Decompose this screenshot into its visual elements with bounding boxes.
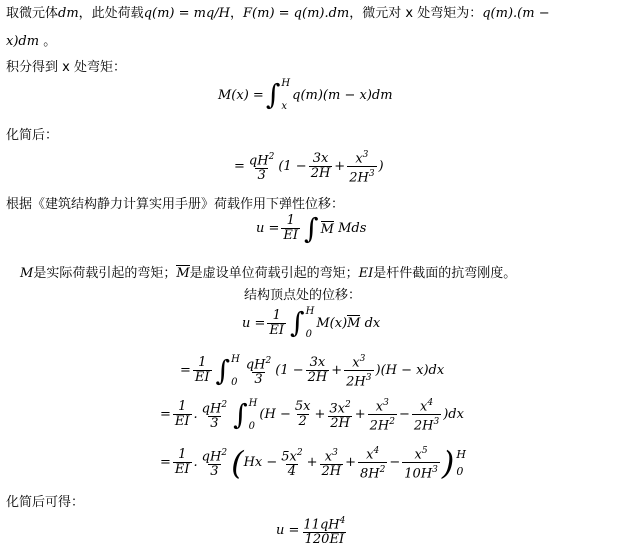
op: + xyxy=(345,455,357,471)
num: x xyxy=(419,399,428,415)
num: 1 xyxy=(178,399,187,415)
den: 2H xyxy=(346,374,366,390)
num: 11qH xyxy=(303,517,340,533)
exp: 3 xyxy=(432,465,438,476)
num: x xyxy=(355,151,363,167)
paren: ( xyxy=(231,443,244,482)
math: dm xyxy=(58,6,79,21)
exp: 3 xyxy=(365,373,372,384)
exp: 2 xyxy=(379,465,386,476)
eq-sign: = xyxy=(160,407,171,423)
exp: 3 xyxy=(362,150,369,160)
text-line-4 xyxy=(6,124,58,143)
integrand: Mds xyxy=(338,221,367,236)
lower-limit: 0 xyxy=(305,329,312,340)
den: EI xyxy=(174,462,190,478)
integral: ∫ H 0 xyxy=(233,397,258,432)
den: 3 xyxy=(210,416,219,432)
exp: 2 xyxy=(221,448,228,459)
math: q(m) = mq/H xyxy=(143,6,231,21)
math: M xyxy=(176,266,190,281)
text: 是杆件截面的抗弯刚度。 xyxy=(373,266,517,281)
math: EI xyxy=(358,266,374,281)
upper-limit: H xyxy=(231,353,240,365)
num: 3x xyxy=(309,355,326,371)
equation-moment xyxy=(218,78,393,112)
num: x xyxy=(352,355,360,371)
eq-sign: = xyxy=(180,363,191,379)
den: 3 xyxy=(254,372,263,388)
num: x xyxy=(375,399,384,415)
paren: (1 − xyxy=(275,363,304,379)
upper-limit: H xyxy=(456,447,466,461)
text: ， xyxy=(230,6,244,21)
num: qH xyxy=(201,401,222,417)
den: EI xyxy=(269,322,285,338)
den: 120EI xyxy=(304,532,345,548)
den: 2H xyxy=(307,370,328,386)
integrand: q(m)(m − x)dm xyxy=(292,87,393,103)
den: 10H xyxy=(404,466,433,482)
exp: 2 xyxy=(296,448,303,459)
equation-result xyxy=(276,514,349,547)
upper-limit: H xyxy=(281,78,291,89)
den: 4 xyxy=(287,464,297,480)
exp: 4 xyxy=(427,398,434,408)
text: 取微元体 xyxy=(6,6,59,21)
den: 2H xyxy=(310,166,331,182)
exp: 2 xyxy=(389,417,395,428)
eq-sign: = xyxy=(234,159,245,175)
math: M xyxy=(20,266,34,281)
text: 根据《建筑结构静力计算实用手册》荷载作用下弹性位移： xyxy=(6,197,345,212)
mbar: M xyxy=(320,221,334,237)
text-line-8 xyxy=(6,491,84,510)
text: 结构顶点处的位移： xyxy=(244,288,362,303)
equation-simplified xyxy=(234,148,384,186)
text-line-2 xyxy=(6,30,56,49)
den: 2 xyxy=(298,414,307,430)
paren: )dx xyxy=(443,407,464,423)
op: + xyxy=(314,407,326,423)
den: EI xyxy=(174,414,190,430)
num: 1 xyxy=(178,447,187,463)
exp: 4 xyxy=(339,516,346,526)
op: + xyxy=(354,407,366,423)
exp: 5 xyxy=(421,446,428,456)
equation-step-2 xyxy=(160,396,464,434)
exp: 3 xyxy=(368,169,375,180)
eq-lhs: u = xyxy=(256,221,280,236)
equation-displacement xyxy=(256,211,367,245)
text: 是实际荷载引起的弯矩； xyxy=(33,266,177,281)
integrand: M(x) xyxy=(316,315,348,331)
num: 5x xyxy=(294,399,311,415)
num: 1 xyxy=(272,307,281,323)
num: qH xyxy=(248,153,269,169)
num: x xyxy=(324,449,333,465)
text-line-5 xyxy=(6,193,344,212)
integral: ∫ xyxy=(304,211,319,245)
den: 2H xyxy=(321,464,342,480)
op: − xyxy=(389,455,401,471)
exp: 3 xyxy=(332,448,338,459)
upper-limit: H xyxy=(248,397,258,409)
den: 2H xyxy=(413,418,434,434)
op: . xyxy=(193,407,198,423)
den: 2H xyxy=(369,418,390,434)
num: qH xyxy=(245,357,266,373)
paren: ) xyxy=(441,443,455,482)
integral: ∫ H 0 xyxy=(215,353,240,388)
text: ，此处荷载 xyxy=(78,6,144,21)
num: x xyxy=(414,447,422,463)
eq-lhs: u = xyxy=(276,523,300,539)
num: 3x xyxy=(329,401,345,417)
exp: 3 xyxy=(383,398,389,408)
den: 3 xyxy=(210,464,219,480)
text: 积分得到 x 处弯矩： xyxy=(6,60,126,75)
equation-step-3 xyxy=(160,444,466,482)
text: 。 xyxy=(39,34,57,49)
exp: 2 xyxy=(268,152,275,163)
exp: 3 xyxy=(359,354,366,364)
num: 1 xyxy=(286,213,295,228)
paren: ) xyxy=(378,159,384,175)
num: 5x xyxy=(281,449,297,465)
num: 1 xyxy=(198,355,207,371)
num: qH xyxy=(201,449,222,465)
eq-sign: = xyxy=(160,455,171,471)
lower-limit: 0 xyxy=(231,376,238,388)
den: EI xyxy=(283,228,299,243)
integral: ∫ H 0 xyxy=(290,306,315,340)
mbar: M xyxy=(347,316,361,331)
exp: 2 xyxy=(265,356,272,367)
op: . xyxy=(193,455,198,471)
den: 3 xyxy=(257,168,266,184)
evaluation-limits xyxy=(456,448,466,478)
eq-lhs: u = xyxy=(242,315,266,331)
integral: ∫ H x xyxy=(265,78,291,112)
num: 3x xyxy=(312,151,329,167)
text: 化简后可得： xyxy=(6,495,85,510)
text-line-1 xyxy=(6,2,550,21)
paren: (H − xyxy=(259,407,291,423)
lower-limit: 0 xyxy=(456,464,464,478)
lower-limit: 0 xyxy=(248,420,256,432)
text: 是虚设单位荷载引起的弯矩； xyxy=(189,266,359,281)
den: 2H xyxy=(349,170,369,186)
upper-limit: H xyxy=(305,306,315,317)
text-line-3 xyxy=(6,56,126,75)
math: F(m) = q(m).dm xyxy=(243,6,350,21)
exp: 3 xyxy=(433,417,440,428)
paren: (1 − xyxy=(278,159,307,175)
math: x)dm xyxy=(6,34,40,49)
den: EI xyxy=(194,370,210,386)
term: Hx − xyxy=(243,455,278,471)
equation-step-1 xyxy=(180,352,444,390)
exp: 4 xyxy=(373,446,380,456)
text-line-7 xyxy=(244,284,361,303)
text-line-6 xyxy=(20,262,516,281)
exp: 2 xyxy=(221,400,228,411)
op: + xyxy=(331,363,343,379)
lower-limit: x xyxy=(281,101,288,112)
integrand: dx xyxy=(364,315,381,331)
text: 化简后： xyxy=(6,128,59,143)
exp: 2 xyxy=(344,400,351,411)
op: − xyxy=(398,407,410,423)
den: 8H xyxy=(360,466,380,482)
eq-lhs: M(x) = xyxy=(218,87,264,103)
equation-top-disp xyxy=(242,306,380,340)
den: 2H xyxy=(330,416,350,432)
paren: )(H − x)dx xyxy=(375,363,445,379)
op: + xyxy=(306,455,318,471)
math: q(m).(m − xyxy=(482,6,550,21)
op: + xyxy=(334,159,346,175)
text: ，微元对 x 处弯矩为： xyxy=(349,6,483,21)
num: x xyxy=(366,447,374,463)
